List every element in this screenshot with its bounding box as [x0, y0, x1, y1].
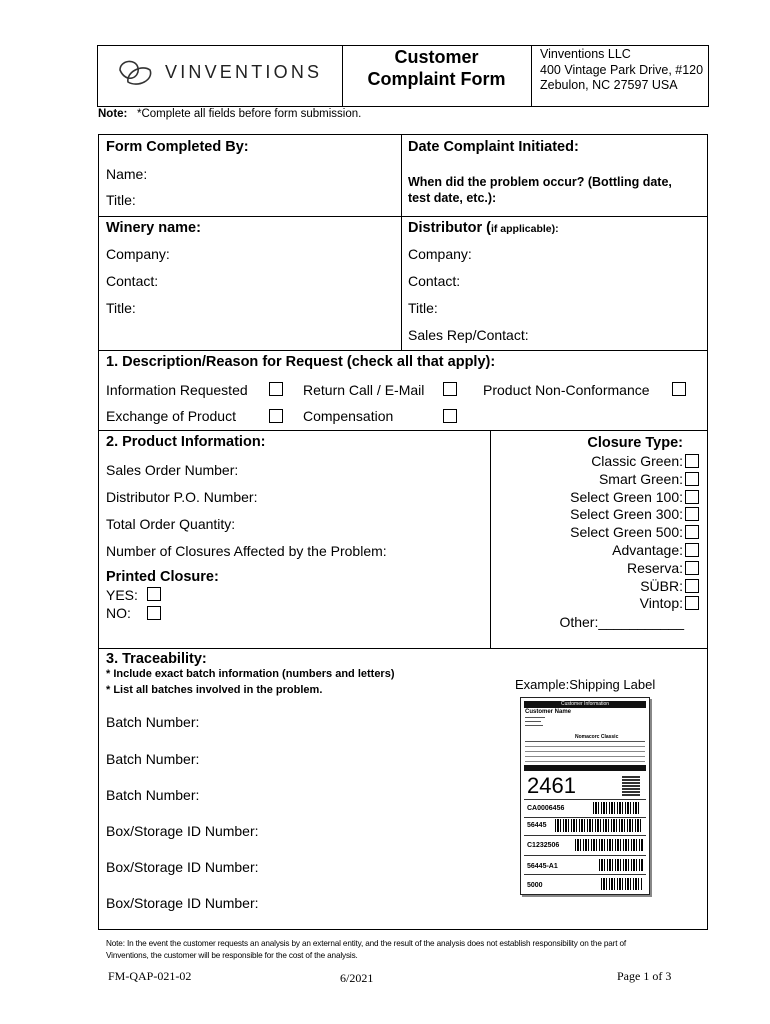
label-code-2: 56445	[527, 822, 547, 829]
label-customer-name: Customer Name	[525, 709, 572, 715]
header-divider	[531, 45, 532, 107]
traceability-note1: * Include exact batch information (numbers and letters)	[106, 668, 395, 680]
closure-other-field[interactable]: Other:___________	[559, 614, 684, 630]
footer-form-code: FM-QAP-021-02	[108, 969, 192, 983]
closure-type-label: Classic Green:	[591, 453, 683, 469]
option-exchange-label: Exchange of Product	[106, 408, 236, 424]
closure-type-label: Select Green 500:	[570, 524, 683, 541]
shipping-label-example	[520, 697, 650, 895]
batch-number-field[interactable]: Batch Number:	[106, 787, 200, 803]
row-divider	[98, 216, 708, 217]
batch-number-field[interactable]: Batch Number:	[106, 751, 200, 767]
option-compensation-checkbox[interactable]	[443, 409, 457, 423]
section1-heading: 1. Description/Reason for Request (check all that apply):	[106, 354, 496, 370]
leaf-logo-icon	[116, 56, 156, 90]
label-header-text: Customer Information	[561, 701, 610, 707]
printed-closure-label: Printed Closure:	[106, 569, 219, 585]
footer-date: 6/2021	[340, 971, 374, 985]
footer-disclaimer-line2: Vinventions, the customer will be responsible for the cost of the analysis.	[106, 951, 358, 960]
box-storage-id-field[interactable]: Box/Storage ID Number:	[106, 823, 259, 839]
note-text: *Complete all fields before form submission.	[137, 108, 362, 120]
footer-disclaimer-line1: Note: In the event the customer requests an analysis by an external entity, and the result of the analysis does not establish responsibility on the part of	[106, 939, 627, 948]
closure-type-checkbox[interactable]	[685, 543, 699, 557]
label-code-1: CA0006456	[527, 805, 565, 812]
section3-heading: 3. Traceability:	[106, 651, 207, 667]
logo-text: VINVENTIONS	[165, 62, 323, 82]
distributor-po-field[interactable]: Distributor P.O. Number:	[106, 489, 258, 505]
distributor-contact-field[interactable]: Contact:	[408, 273, 461, 289]
row-divider	[98, 350, 708, 351]
closures-affected-field[interactable]: Number of Closures Affected by the Problem:	[106, 543, 387, 559]
problem-date-question-line1[interactable]: When did the problem occur? (Bottling date,	[408, 175, 672, 189]
closure-type-heading: Closure Type:	[587, 435, 683, 451]
label-code-5: 5000	[527, 882, 543, 889]
footer-page-number: Page 1 of 3	[617, 969, 672, 983]
column-divider	[490, 430, 491, 648]
company-name: Vinventions LLC	[540, 47, 631, 61]
option-non-conformance-label: Product Non-Conformance	[483, 382, 650, 398]
label-product-name: Nomacorc Classic	[575, 734, 619, 740]
printed-yes-label: YES:	[106, 587, 138, 603]
box-storage-id-field[interactable]: Box/Storage ID Number:	[106, 895, 259, 911]
completed-title-field[interactable]: Title:	[106, 192, 136, 208]
closure-type-label: Smart Green:	[598, 470, 683, 487]
traceability-note2: * List all batches involved in the problem.	[106, 684, 323, 696]
option-info-requested-checkbox[interactable]	[269, 382, 283, 396]
batch-number-field[interactable]: Batch Number:	[106, 714, 200, 730]
closure-type-label: Select Green 100:	[570, 488, 683, 505]
form-title-line1: Customer	[394, 47, 479, 67]
label-info-bar	[524, 765, 646, 771]
option-non-conformance-checkbox[interactable]	[672, 382, 686, 396]
company-address-line2: Zebulon, NC 27597 USA	[540, 78, 678, 92]
column-divider	[401, 134, 402, 350]
example-caption: Example:Shipping Label	[515, 677, 656, 692]
closure-type-checkbox[interactable]	[685, 454, 699, 468]
distributor-heading-small: if applicable):	[490, 223, 559, 235]
closure-type-label: Reserva:	[626, 559, 683, 576]
label-qr-code	[622, 776, 640, 796]
row-divider	[98, 648, 708, 649]
printed-no-checkbox[interactable]	[147, 606, 161, 620]
date-complaint-heading[interactable]: Date Complaint Initiated:	[408, 139, 579, 155]
closure-type-checkbox[interactable]	[685, 596, 699, 610]
option-return-call-checkbox[interactable]	[443, 382, 457, 396]
row-divider	[98, 430, 708, 431]
closure-type-checkbox[interactable]	[685, 507, 699, 521]
total-quantity-field[interactable]: Total Order Quantity:	[106, 516, 236, 532]
closure-type-checkbox[interactable]	[685, 472, 699, 486]
box-storage-id-field[interactable]: Box/Storage ID Number:	[106, 859, 259, 875]
label-code-4: 56445-A1	[527, 863, 558, 870]
sales-order-field[interactable]: Sales Order Number:	[106, 462, 239, 478]
label-big-number: 2461	[527, 773, 576, 798]
printed-yes-checkbox[interactable]	[147, 587, 161, 601]
distributor-heading-text: Distributor (	[408, 220, 491, 236]
closure-type-checkbox[interactable]	[685, 579, 699, 593]
problem-date-question-line2: test date, etc.):	[408, 191, 497, 205]
vinventions-logo	[116, 56, 156, 95]
distributor-heading	[408, 220, 559, 236]
option-exchange-checkbox[interactable]	[269, 409, 283, 423]
winery-contact-field[interactable]: Contact:	[106, 273, 159, 289]
distributor-company-field[interactable]: Company:	[408, 246, 472, 262]
winery-heading: Winery name:	[106, 220, 201, 236]
closure-type-label: SÜBR:	[640, 577, 683, 594]
form-completed-heading: Form Completed By:	[106, 139, 249, 155]
closure-type-checkbox[interactable]	[685, 490, 699, 504]
winery-company-field[interactable]: Company:	[106, 246, 170, 262]
distributor-sales-rep-field[interactable]: Sales Rep/Contact:	[408, 327, 529, 343]
form-title-line2: Complaint Form	[367, 69, 506, 89]
option-return-call-label: Return Call / E-Mail	[303, 382, 425, 398]
closure-type-label: Advantage:	[612, 542, 683, 558]
section2-heading: 2. Product Information:	[106, 434, 266, 450]
closure-type-checkbox[interactable]	[685, 525, 699, 539]
option-compensation-label: Compensation	[303, 408, 394, 424]
closure-type-checkbox[interactable]	[685, 561, 699, 575]
closure-type-label: Vintop:	[639, 595, 683, 612]
company-address-line1: 400 Vintage Park Drive, #120	[540, 63, 704, 77]
note-label: Note:	[98, 108, 128, 120]
completed-name-field[interactable]: Name:	[106, 166, 148, 182]
option-info-requested-label: Information Requested	[106, 382, 248, 398]
closure-type-label: Select Green 300:	[570, 506, 683, 523]
label-code-3: C1232506	[527, 842, 560, 849]
distributor-title-field[interactable]: Title:	[408, 300, 438, 316]
winery-title-field[interactable]: Title:	[106, 300, 136, 316]
printed-no-label: NO:	[106, 605, 131, 621]
